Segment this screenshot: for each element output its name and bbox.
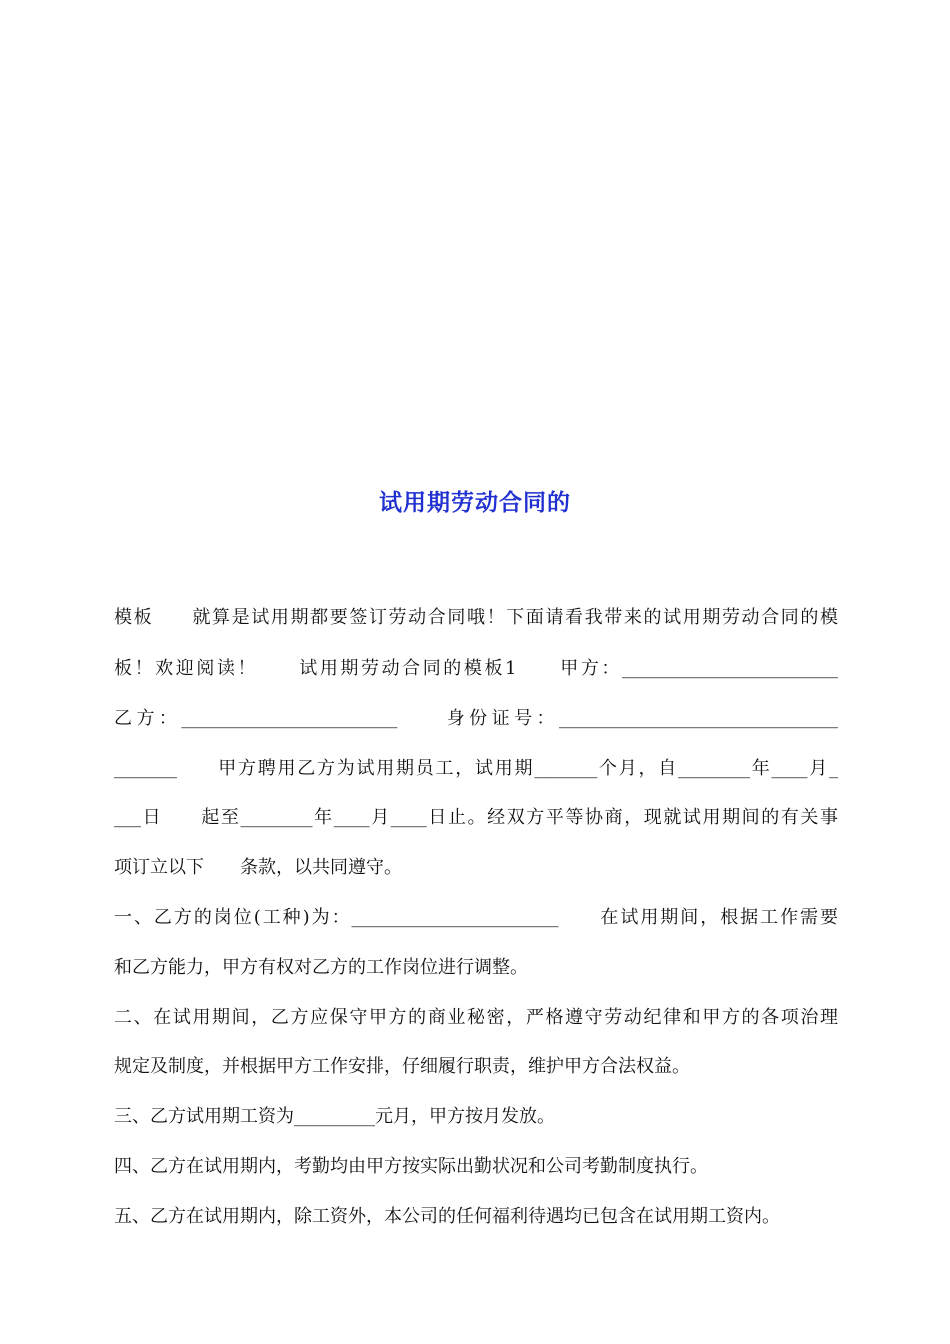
text-line-1: 模板 就算是试用期都要签订劳动合同哦！下面请看我带来的试用期劳动合同的模: [114, 607, 838, 628]
document-title: 试用期劳动合同的: [379, 490, 571, 516]
text-line-10: 规定及制度，并根据甲方工作安排，仔细履行职责，维护甲方合法权益。: [114, 1056, 690, 1077]
text-line-6: 项订立以下 条款，以共同遵守。: [114, 857, 402, 878]
text-line-12: 四、乙方在试用期内，考勤均由甲方按实际出勤状况和公司考勤制度执行。: [114, 1156, 708, 1177]
text-line-5: ___日 起至________年____月____日止。经双方平等协商，现就试用期间的有关事: [114, 807, 838, 828]
text-line-8: 和乙方能力，甲方有权对乙方的工作岗位进行调整。: [114, 957, 528, 978]
text-line-9: 二、在试用期间，乙方应保守甲方的商业秘密，严格遵守劳动纪律和甲方的各项治理: [114, 1007, 838, 1028]
text-line-4: _______ 甲方聘用乙方为试用期员工，试用期_______个月，自________年____月_: [114, 758, 838, 779]
text-line-13: 五、乙方在试用期内，除工资外，本公司的任何福利待遇均已包含在试用期工资内。: [114, 1206, 780, 1227]
text-line-3: 乙方：________________________ 身份证号：_______________________________: [114, 708, 838, 729]
text-line-11: 三、乙方试用期工资为_________元月，甲方按月发放。: [114, 1106, 555, 1127]
text-line-7: 一、乙方的岗位(工种)为：_______________________ 在试用期间，根据工作需要: [114, 907, 838, 928]
text-line-2: 板！欢迎阅读！ 试用期劳动合同的模板1 甲方：________________________: [114, 658, 838, 679]
